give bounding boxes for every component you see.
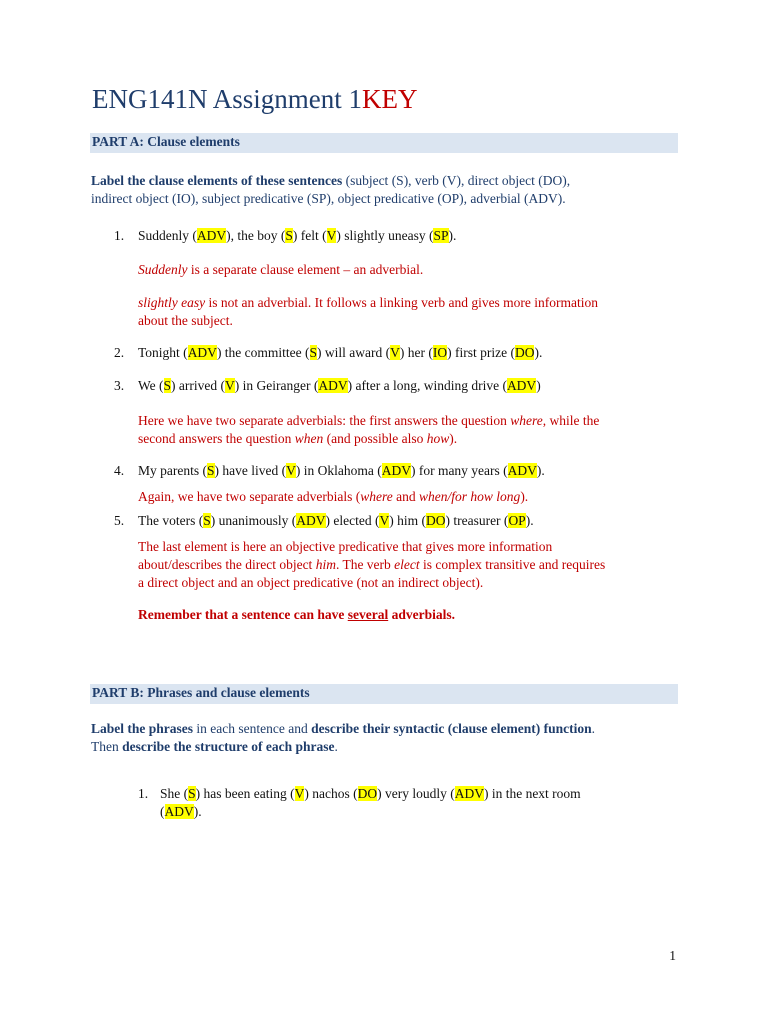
part-b-instructions: Label the phrases in each sentence and describe their syntactic (clause element) function. Then describe the structure of each phrase. bbox=[91, 721, 596, 754]
part-a-instructions: Label the clause elements of these sentences (subject (S), verb (V), direct object (DO), indirect object (IO), subject predicative (SP), object predicative (OP), adverbial (ADV). bbox=[91, 173, 571, 206]
part-b-heading-bar bbox=[90, 684, 678, 704]
note-1b: slightly easy is not an adverbial. It follows a linking verb and gives more information about the subject. bbox=[138, 295, 599, 328]
part-a-heading-bar bbox=[90, 133, 678, 153]
note-1a: Suddenly is a separate clause element – an adverbial. bbox=[138, 262, 424, 277]
part-b-heading: PART B: Phrases and clause elements bbox=[92, 685, 310, 700]
page-number: 1 bbox=[669, 948, 676, 963]
note-3: Here we have two separate adverbials: the first answers the question where, while the second answers the question when (and possible also how). bbox=[138, 413, 600, 446]
note-5: The last element is here an objective predicative that gives more information about/describes the direct object him. The verb elect is complex transitive and requires a direct object and an object predicative (not an indirect object). bbox=[138, 539, 606, 590]
part-a-heading: PART A: Clause elements bbox=[92, 134, 240, 149]
page-title: ENG141N Assignment 1KEY bbox=[92, 84, 418, 114]
note-4: Again, we have two separate adverbials (where and when/for how long). bbox=[138, 489, 529, 504]
reminder: Remember that a sentence can have several adverbials. bbox=[138, 607, 455, 622]
